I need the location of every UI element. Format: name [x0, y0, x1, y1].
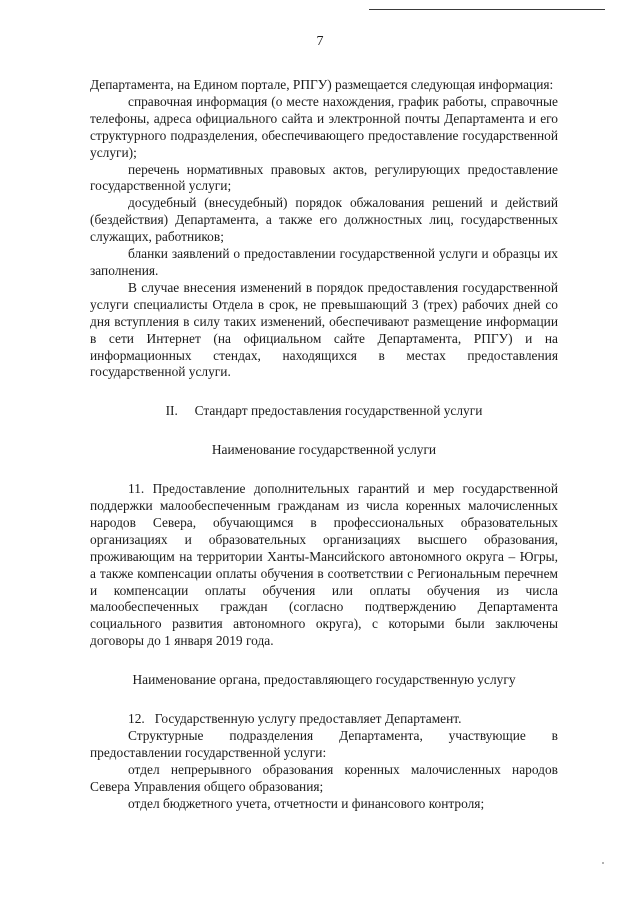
- paragraph-changes: В случае внесения изменений в порядок предоставления государственной услуги специалисты Отдела в срок, не превышающий 3 (трех) рабочих дней со дня вступления в силу таких изменений, обеспечивают размещение информации в сети Интернет (на официальном сайте Департамента, РПГУ) и на информационных стендах, находящихся в местах предоставления государственной услуги.: [90, 279, 558, 380]
- page-number: 7: [316, 34, 324, 49]
- paragraph-department-education: отдел непрерывного образования коренных малочисленных народов Севера Управления общего образования;: [90, 761, 558, 794]
- paragraph-normative-acts: перечень нормативных правовых актов, регулирующих предоставление государственной услуги;: [90, 161, 558, 194]
- paragraph-appeal-procedure: досудебный (внесудебный) порядок обжалования решений и действий (бездействия) Департамента, а также его должностных лиц, государственных служащих, работников;: [90, 195, 558, 245]
- scan-artifact: [602, 862, 604, 864]
- paragraph-info-intro: Департамента, на Едином портале, РПГУ) размещается следующая информация:: [90, 77, 554, 92]
- paragraph-12: 12. Государственную услугу предоставляет Департамент.: [128, 711, 462, 727]
- paragraph-application-forms: бланки заявлений о предоставлении государственной услуги и образцы их заполнения.: [90, 246, 558, 278]
- subheading-authority: Наименование органа, предоставляющего государственную услугу: [132, 672, 516, 688]
- paragraph-reference-info: справочная информация (о месте нахождения, график работы, справочные телефоны, адреса официального сайта и электронной почты Департамента и его структурного подразделения, обеспечивающего предоставление государственной услуги);: [90, 93, 558, 160]
- document-body: [90, 77, 558, 813]
- paragraph-department-accounting: отдел бюджетного учета, отчетности и финансового контроля;: [128, 795, 485, 811]
- top-rule: [369, 9, 605, 10]
- subheading-service-name: Наименование государственной услуги: [211, 442, 437, 458]
- paragraph-structural-units: Структурные подразделения Департамента, участвующие в предоставлении государственной услуги:: [90, 728, 558, 760]
- section-heading: II. Стандарт предоставления государственной услуги: [165, 403, 483, 419]
- paragraph-11: 11. Предоставление дополнительных гарантий и мер государственной поддержки малообеспеченным гражданам из числа коренных малочисленных народов Севера, обучающимся в профессиональных образовательных организациях и образовательных организациях высшего образования, проживающим на территории Ханты-Мансийского автономного округа – Югры, а также компенсации оплаты обучения в соответствии с Региональным перечнем и компенсации оплаты обучения или оплаты обучения из числа малообеспеченных граждан (согласно подтверждению Департамента социального развития автономного округа), с которыми были заключены договоры до 1 января 2019 года.: [90, 481, 558, 649]
